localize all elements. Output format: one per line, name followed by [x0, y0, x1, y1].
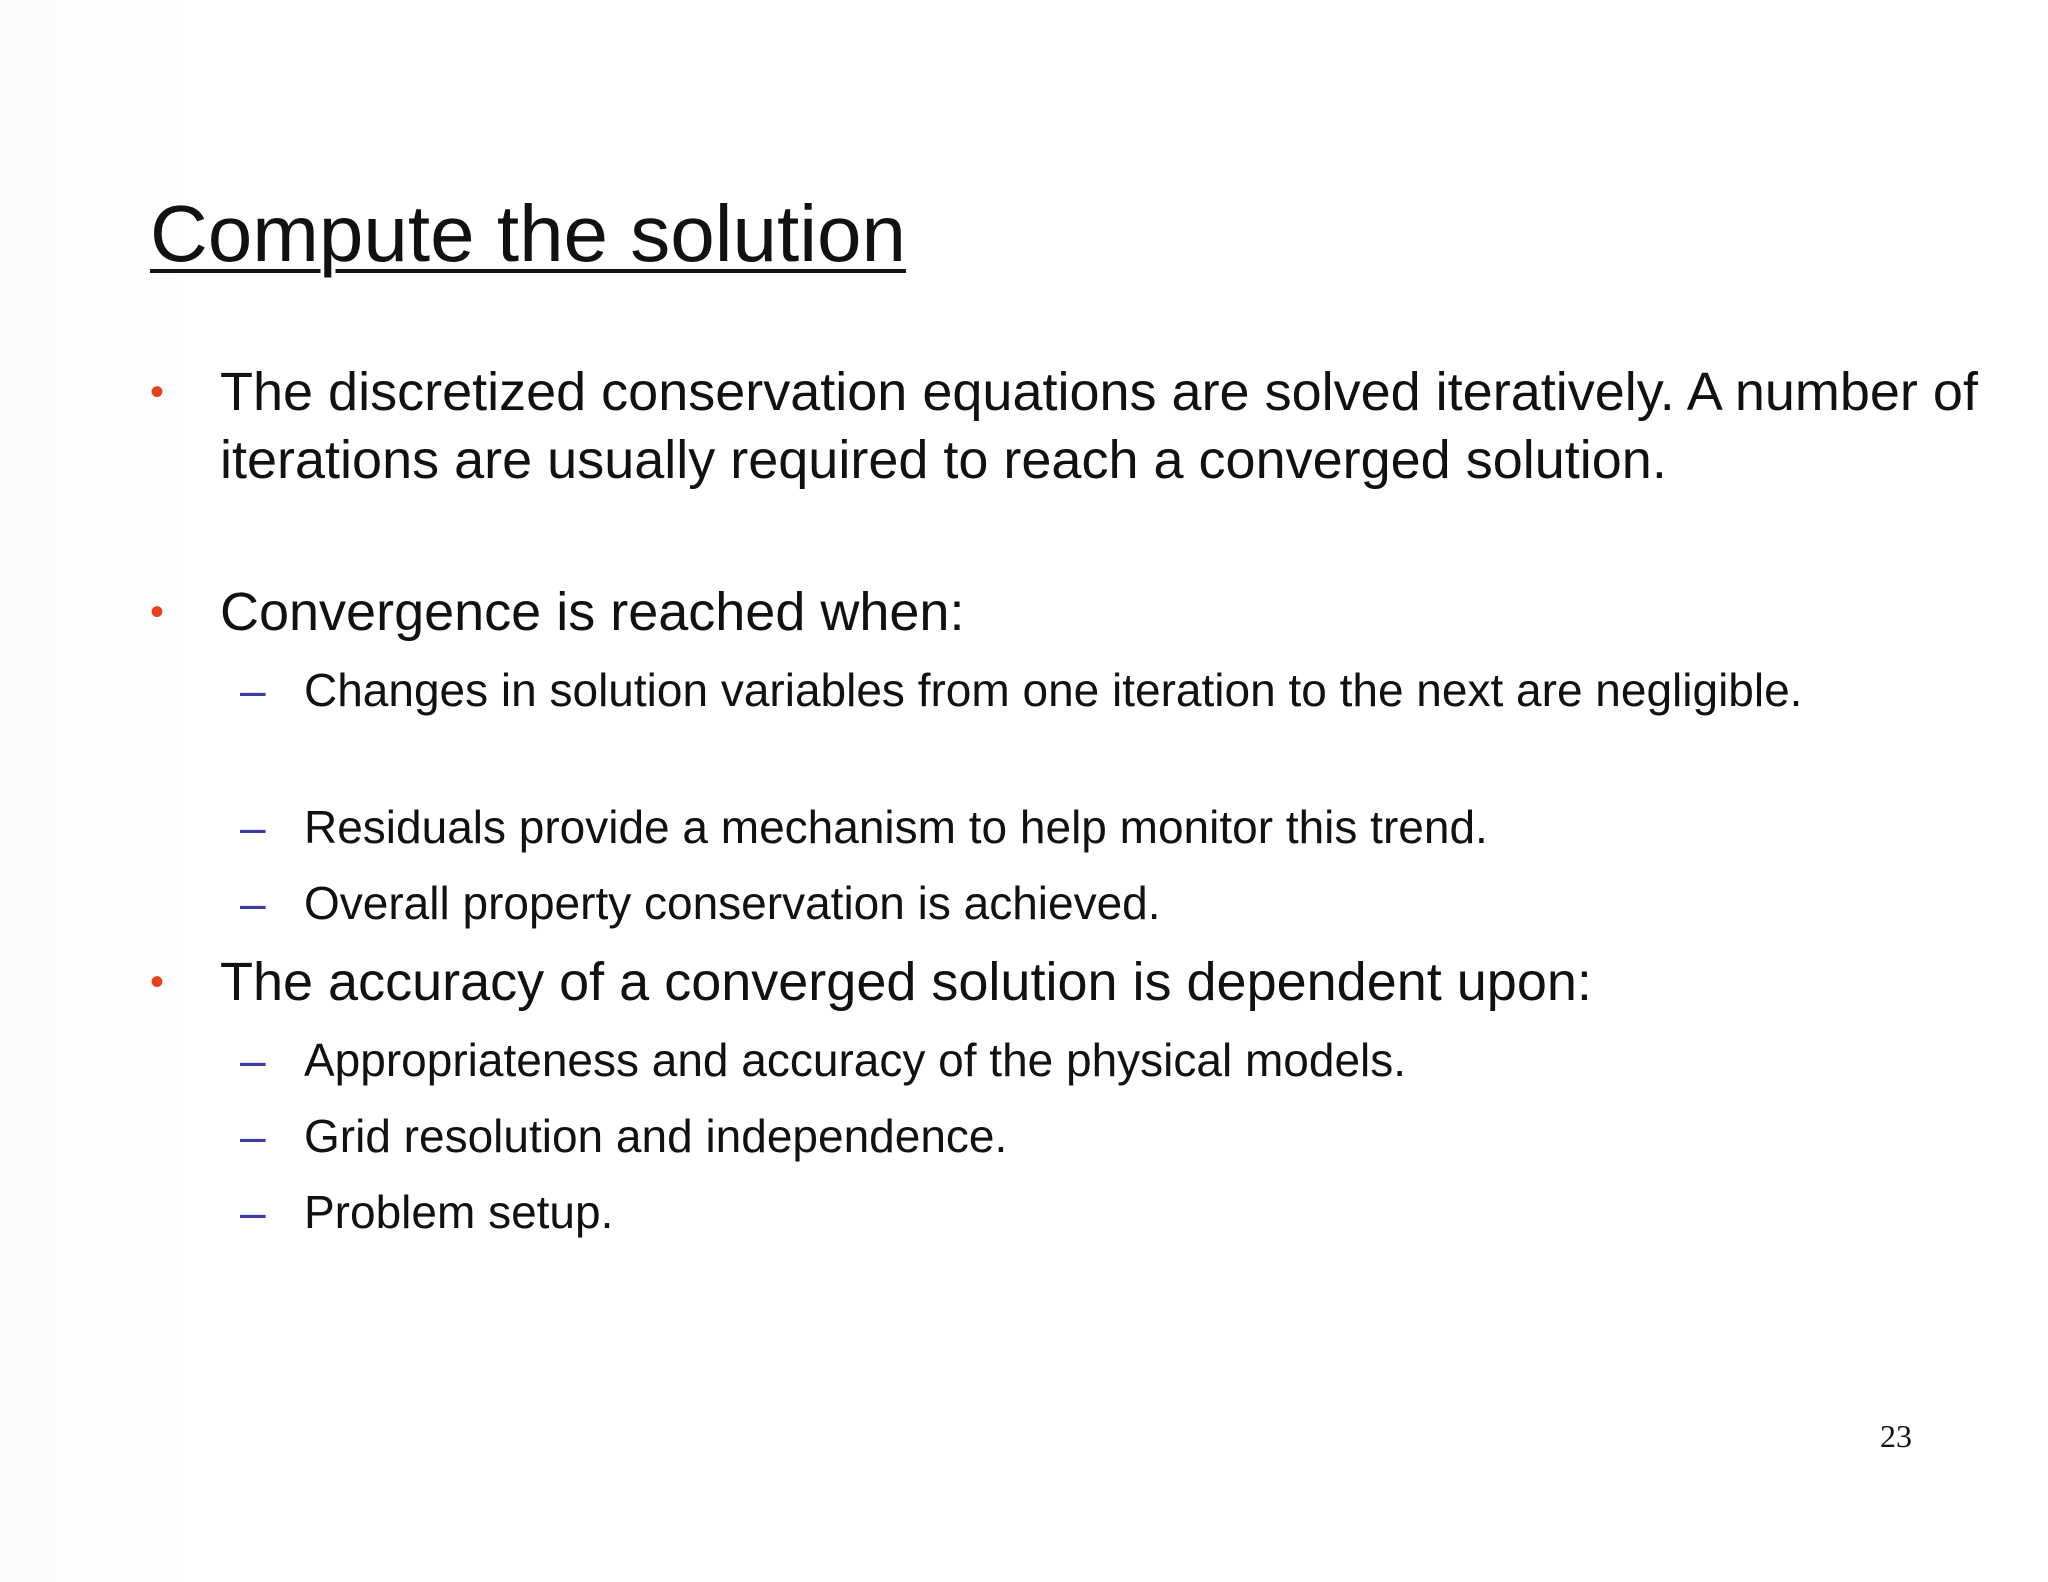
- bullet-marker: •: [150, 960, 165, 1004]
- page-number: 23: [1880, 1418, 1912, 1454]
- sub-bullet-text: Problem setup.: [304, 1186, 614, 1238]
- bullet-marker: •: [150, 590, 165, 634]
- sub-bullet-marker: –: [240, 801, 266, 853]
- sub-bullet-text: Appropriateness and accuracy of the physical models.: [304, 1034, 1407, 1086]
- slide-title: Compute the solution: [150, 189, 907, 278]
- sub-bullet-marker: –: [240, 1034, 266, 1086]
- sub-bullet-marker: –: [240, 877, 266, 929]
- sub-bullet-marker: –: [240, 664, 266, 716]
- sub-bullet-text: Changes in solution variables from one iteration to the next are negligible.: [304, 664, 1803, 716]
- sub-bullet-marker: –: [240, 1186, 266, 1238]
- sub-bullet-text: Grid resolution and independence.: [304, 1110, 1008, 1162]
- bullet-text: Convergence is reached when:: [220, 582, 965, 642]
- sub-bullet-text: Overall property conservation is achieved.: [304, 877, 1161, 929]
- sub-bullet-marker: –: [240, 1110, 266, 1162]
- sub-bullet-text: Residuals provide a mechanism to help monitor this trend.: [304, 801, 1488, 853]
- bullet-marker: •: [150, 370, 165, 414]
- bullet-text: The discretized conservation equations are solved iteratively. A number of iterations are usually required to reach a converged solution.: [220, 362, 1978, 490]
- bullet-text: The accuracy of a converged solution is dependent upon:: [220, 952, 1592, 1012]
